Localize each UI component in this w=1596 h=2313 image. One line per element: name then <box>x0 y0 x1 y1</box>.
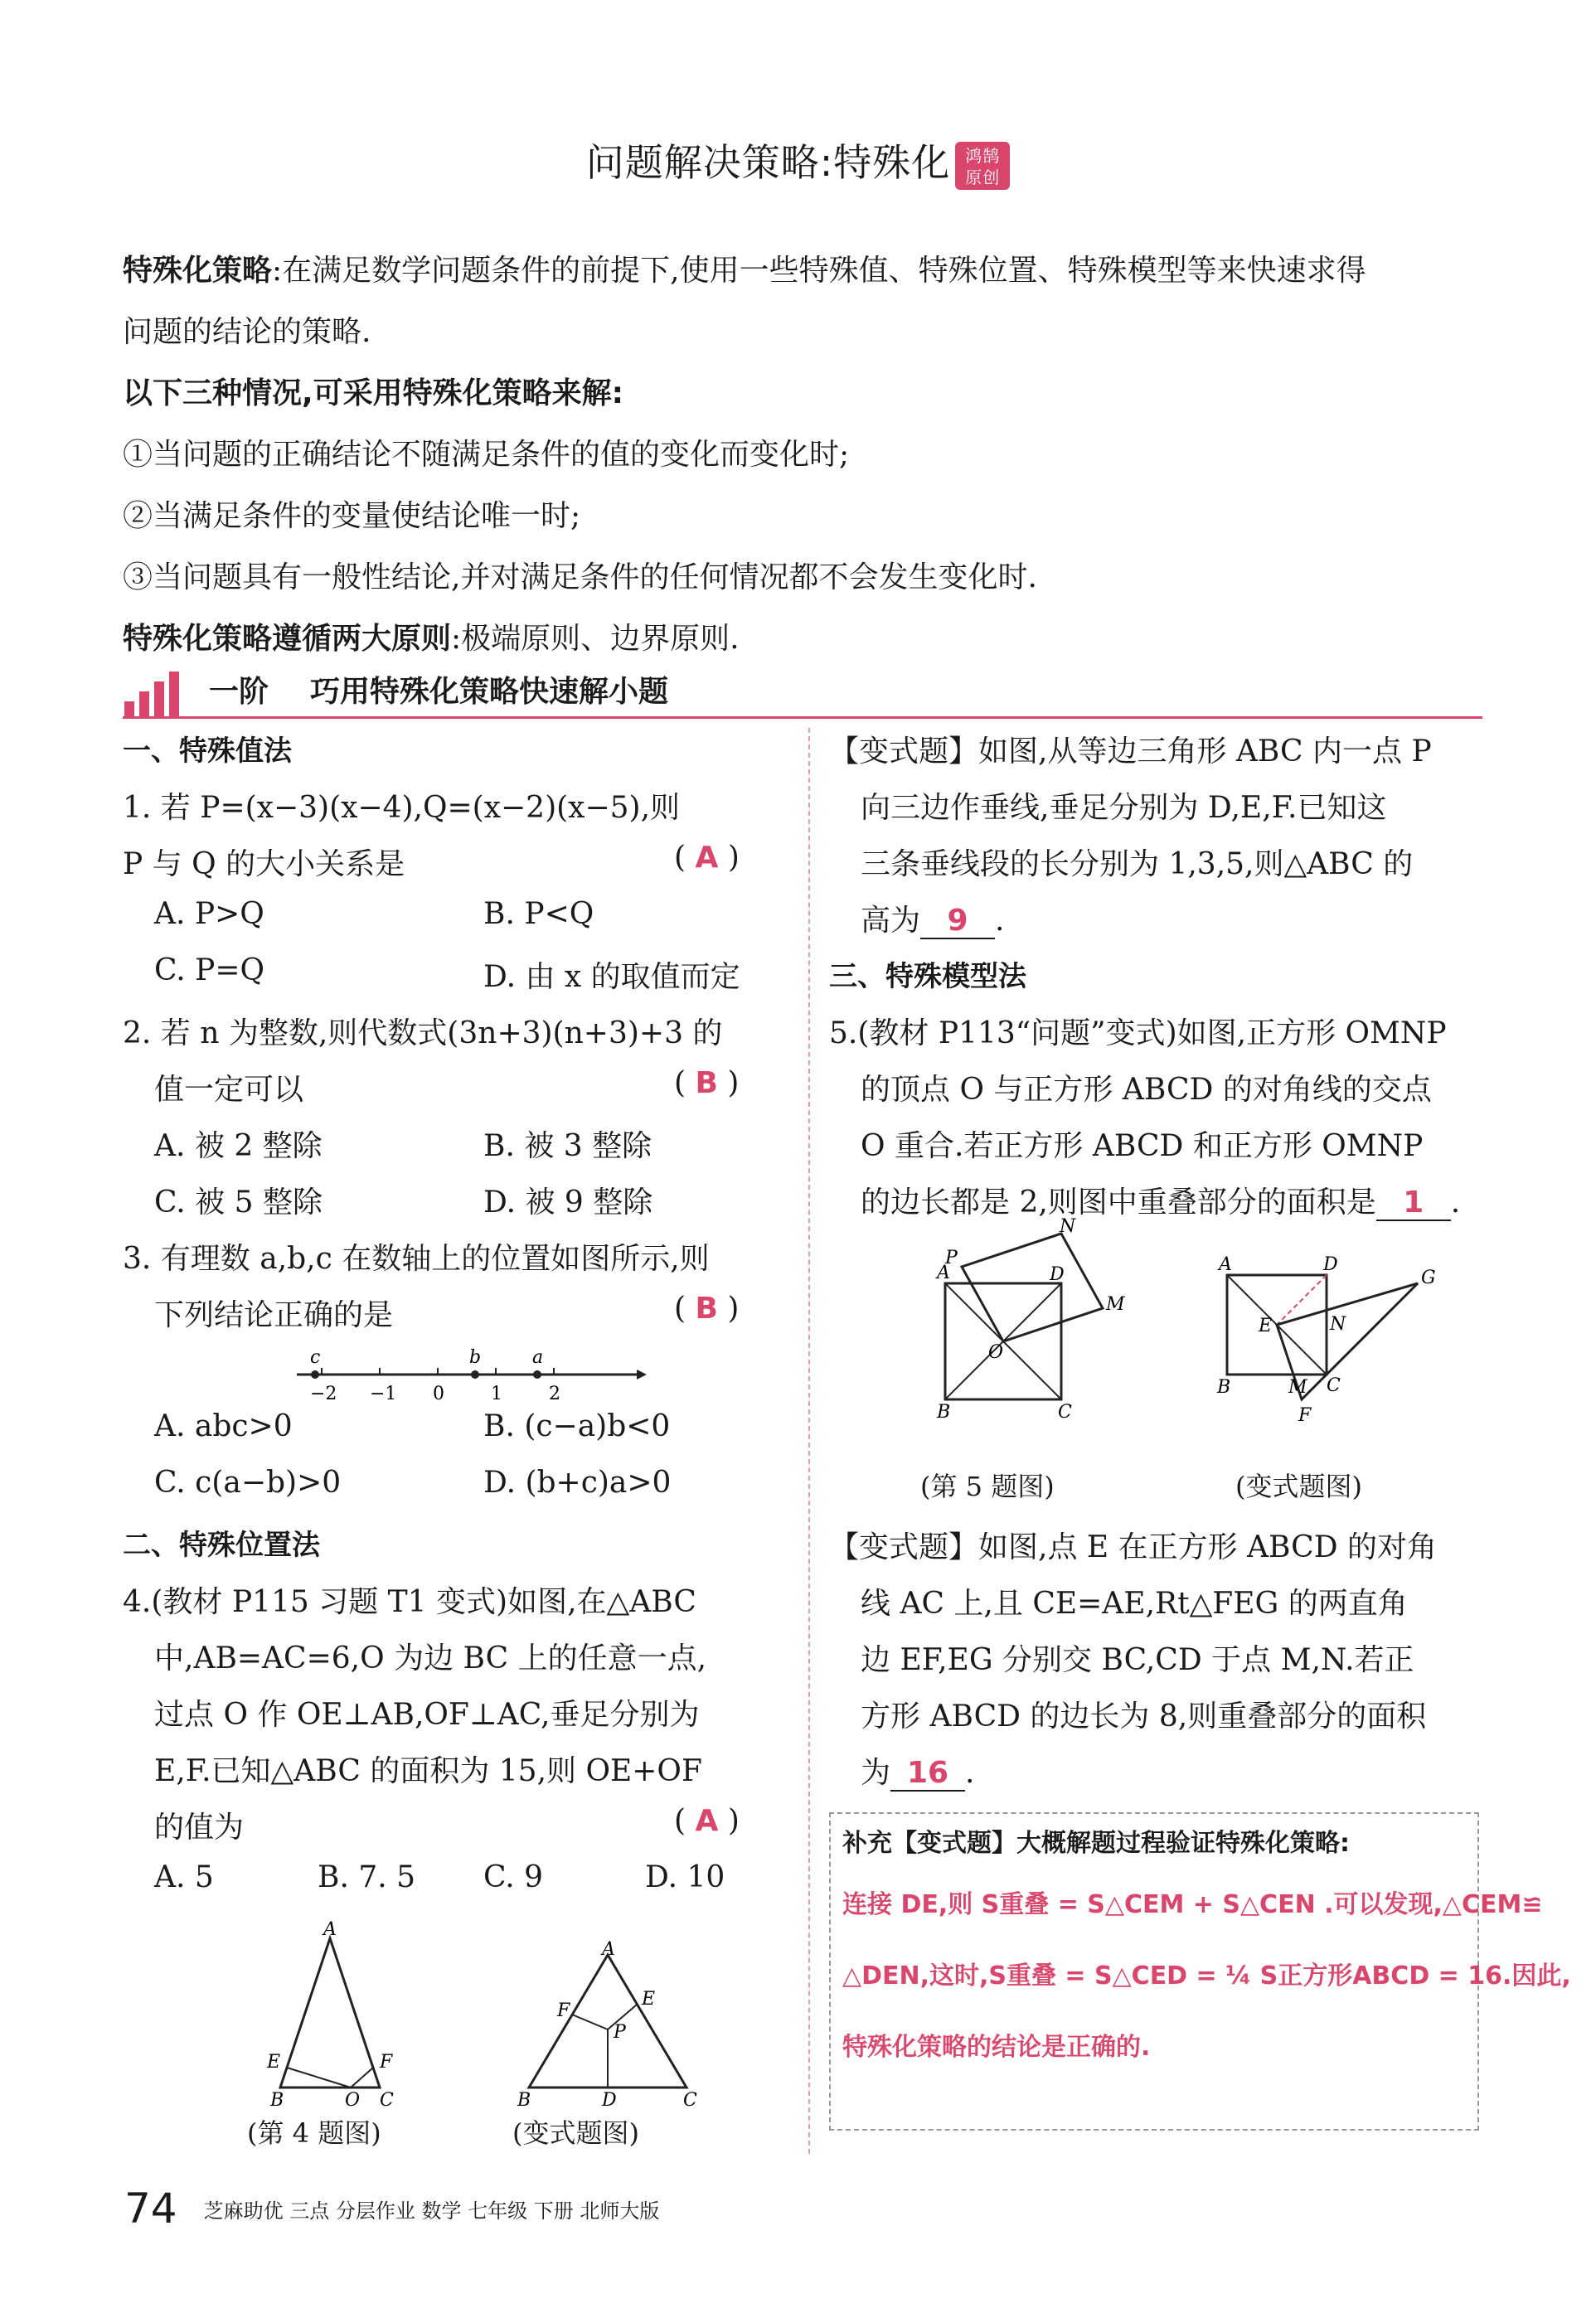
svg-text:E: E <box>642 1989 656 2010</box>
svg-text:C: C <box>1327 1375 1341 1396</box>
figure-variant-square <box>1210 1254 1451 1457</box>
svg-text:M: M <box>1288 1377 1307 1398</box>
svg-text:C: C <box>380 2090 394 2111</box>
svg-text:A: A <box>323 1919 337 1940</box>
svg-text:1: 1 <box>491 1384 502 1404</box>
svg-text:B: B <box>517 2090 531 2111</box>
svg-text:E: E <box>1259 1316 1273 1336</box>
figure-q4 <box>247 1919 413 2112</box>
svg-text:O: O <box>988 1342 1004 1363</box>
svg-text:P: P <box>945 1248 958 1268</box>
figure-variant-equilateral <box>512 1939 703 2112</box>
svg-text:C: C <box>683 2090 697 2111</box>
column-divider <box>808 728 810 2154</box>
stage-header: 一阶 巧用特殊化策略快速解小题 <box>123 663 1482 719</box>
bar-chart-icon <box>123 668 189 718</box>
svg-text:D: D <box>602 2090 617 2111</box>
brand-seal-icon: 鸿鹄 原创 <box>955 142 1010 190</box>
supplement-box: 补充【变式题】大概解题过程验证特殊化策略: 连接 DE,则 S重叠 = S△CEM + S△CEN .可以发现,△CEM≌ △DEN,这时,S重叠 = S△CED = ¼ S正方形ABCD = 16.因此, 特殊化策略的结论是正确的. <box>829 1812 1479 2131</box>
intro-section: 特殊化策略:在满足数学问题条件的前提下,使用一些特殊值、特殊位置、特殊模型等来快速求得 问题的结论的策略. 以下三种情况,可采用特殊化策略来解: ①当问题的正确结论不随满足条件的值的变化而变化时; ②当满足条件的变量使结论唯一时; ③当问题具有一般性结论,并对满足条件的任何情况都不会发生变化时. 特殊化策略遵循两大原则:极端原则、边界原则. <box>123 254 1366 656</box>
right-column: 【变式题】如图,从等边三角形 ABC 内一点 P 向三边作垂线,垂足分别为 D,E,F.已知这 三条垂线段的长分别为 1,3,5,则△ABC 的 高为 9 . 三、特殊模型法 5.(教材 P113“问题”变式)如图,正方形 OMNP 的顶点 O 与正方形 ABCD 的对角线的交点 O 重合.若正方形 ABCD 和正方形 OMNP 的边长都是 2,则图中重叠部分的面积是 1 . A B C D O P N M (第 5 题图) A D B C E M N F G (变式题图) 【变式题】如图,点 E 在正方形 ABCD 的对角 线 AC 上,且 CE=AE,Rt△FEG 的两直角 边 EF,EG 分别交 BC,CD 于点 M,N.若正 方形 ABCD 的边长为 8,则重叠部分的面积 为 16 . <box>829 735 1461 1790</box>
answer-paren: ( A ) <box>674 841 740 875</box>
svg-text:B: B <box>937 1402 951 1423</box>
svg-text:F: F <box>380 2052 393 2073</box>
svg-text:D: D <box>1323 1254 1338 1275</box>
figure-q5 <box>912 1216 1128 1424</box>
svg-text:B: B <box>1217 1377 1231 1398</box>
svg-text:b: b <box>469 1347 482 1368</box>
svg-text:c: c <box>310 1347 321 1368</box>
svg-text:O: O <box>345 2090 361 2111</box>
svg-text:−1: −1 <box>370 1384 397 1404</box>
page-title: 问题解决策略:特殊化 鸿鹄 原创 <box>0 133 1596 190</box>
svg-text:a: a <box>532 1347 544 1368</box>
svg-text:P: P <box>614 2022 626 2043</box>
svg-text:−2: −2 <box>310 1384 337 1404</box>
svg-text:0: 0 <box>433 1384 444 1404</box>
svg-text:G: G <box>1421 1268 1436 1288</box>
svg-text:A: A <box>937 1263 950 1283</box>
answer-paren: ( B ) <box>674 1066 740 1100</box>
svg-text:B: B <box>270 2090 284 2111</box>
svg-text:F: F <box>1298 1405 1312 1426</box>
left-column: 一、特殊值法 1. 若 P=(x−3)(x−4),Q=(x−2)(x−5),则 P 与 Q 的大小关系是 ( A ) A. P>Q B. P<Q C. P=Q D. 由 x 的取值而定 2. 若 n 为整数,则代数式(3n+3)(n+3)+3 的 值一定可以 ( B ) A. 被 2 整除 B. 被 3 整除 C. 被 5 整除 D. 被 9 整除 3. 有理数 a,b,c 在数轴上的位置如图所示,则 下列结论正确的是 ( B ) c b a −2 −1 0 1 2 A. abc>0 B. (c−a)b<0 C. c(a−b)>0 D. (b+c)a>0 二、特殊位置法 4.(教材 P115 习题 T1 变式)如图,在△ABC 中,AB=AC=6,O 为边 BC 上的任意一点, 过点 O 作 OE⊥AB,OF⊥AC,垂足分别为 E,F.已知△ABC 的面积为 15,则 OE+OF 的值为 ( A ) A. 5 B. 7. 5 C. 9 D. 10 A B C O E F (第 4 题图) A B C D P F E (变式题图) <box>123 735 740 2149</box>
svg-text:A: A <box>602 1939 615 1960</box>
svg-text:D: D <box>1050 1264 1065 1285</box>
svg-text:A: A <box>1219 1254 1232 1275</box>
svg-text:2: 2 <box>549 1384 560 1404</box>
svg-text:M: M <box>1106 1294 1125 1315</box>
svg-text:N: N <box>1060 1216 1076 1237</box>
svg-text:N: N <box>1330 1314 1346 1335</box>
svg-text:C: C <box>1058 1402 1072 1423</box>
answer-paren: ( B ) <box>674 1292 740 1326</box>
page-footer: 74 芝麻助优 三点 分层作业 数学 七年级 下册 北师大版 <box>124 2184 660 2233</box>
number-line-figure <box>289 1341 653 1408</box>
answer-paren: ( A ) <box>674 1804 740 1838</box>
svg-text:E: E <box>267 2052 281 2073</box>
svg-text:F: F <box>557 2000 570 2021</box>
